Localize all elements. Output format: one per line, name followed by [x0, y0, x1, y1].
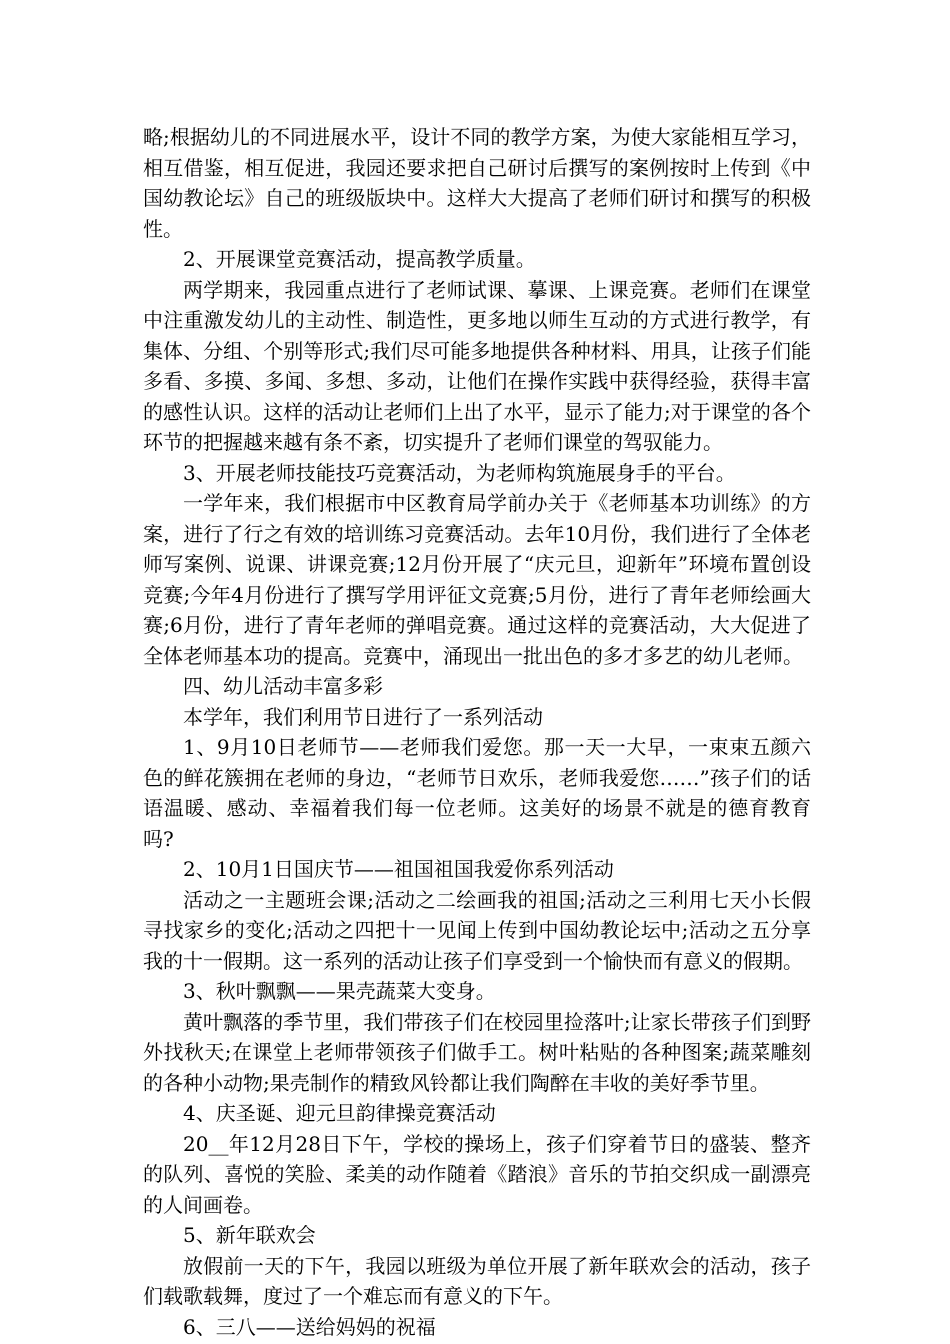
heading-new-year-party: 5、新年联欢会: [183, 1223, 316, 1247]
paragraph-autumn-leaves: 黄叶飘落的季节里，我们带孩子们在校园里捡落叶;让家长带孩子们到野外找秋天;在课堂上老师带领孩子们做手工。树叶粘贴的各种图案;蔬菜雕刻的各种小动物;果壳制作的精致风铃都让我们陶醉在丰收的美好季节里。: [143, 1009, 811, 1095]
paragraph-activities-intro: 本学年，我们利用节日进行了一系列活动: [183, 704, 543, 729]
heading-autumn-leaves: 3、秋叶飘飘——果壳蔬菜大变身。: [183, 979, 496, 1003]
paragraph-new-year-party: 放假前一天的下午，我园以班级为单位开展了新年联欢会的活动，孩子们载歌载舞，度过了一个难忘而有意义的下午。: [143, 1253, 811, 1308]
item-teachers-day: 1、9月10日老师节——老师我们爱您。那一天一大早，一束束五颜六色的鲜花簇拥在老师的身边，“老师节日欢乐，老师我爱您……”孩子们的话语温暖、感动、幸福着我们每一位老师。这美好的场景不就是的德育教育吗?: [143, 735, 811, 851]
heading-womens-day: 6、三八——送给妈妈的祝福: [183, 1314, 436, 1339]
heading-skills-contest: 3、开展老师技能技巧竞赛活动，为老师构筑施展身手的平台。: [183, 460, 736, 485]
heading-rhythm-contest: 4、庆圣诞、迎元旦韵律操竞赛活动: [183, 1101, 496, 1125]
paragraph-classroom-contest: 两学期来，我园重点进行了老师试课、摹课、上课竞赛。老师们在课堂中注重激发幼儿的主动性、制造性，更多地以师生互动的方式进行教学，有集体、分组、个别等形式;我们尽可能多地提供各种材料、用具，让孩子们能多看、多摸、多闻、多想、多动，让他们在操作实践中获得经验，获得丰富的感性认识。这样的活动让老师们上出了水平，显示了能力;对于课堂的各个环节的把握越来越有条不紊，切实提升了老师们课堂的驾驭能力。: [143, 277, 811, 454]
section-heading-activities: 四、幼儿活动丰富多彩: [183, 674, 383, 698]
heading-national-day: 2、10月1日国庆节——祖国祖国我爱你系列活动: [183, 857, 614, 881]
paragraph-skills-contest: 一学年来，我们根据市中区教育局学前办关于《老师基本功训练》的方案，进行了行之有效的培训练习竞赛活动。去年10月份，我们进行了全体老师写案例、说课、讲课竞赛;12月份开展了“庆元旦，迎新年”环境布置创设竞赛;今年4月份进行了撰写学用评征文竞赛;5月份，进行了青年老师绘画大赛;6月份，进行了青年老师的弹唱竞赛。通过这样的竞赛活动，大大促进了全体老师基本功的提高。竞赛中，涌现出一批出色的多才多艺的幼儿老师。: [143, 491, 811, 668]
paragraph-rhythm-contest: 20__年12月28日下午，学校的操场上，孩子们穿着节日的盛装、整齐的队列、喜悦的笑脸、柔美的动作随着《踏浪》音乐的节拍交织成一副漂亮的人间画卷。: [143, 1131, 811, 1217]
paragraph-continuation: 略;根据幼儿的不同进展水平，设计不同的教学方案，为使大家能相互学习，相互借鉴，相互促进，我园还要求把自己研讨后撰写的案例按时上传到《中国幼教论坛》自己的班级版块中。这样大大提高了老师们研讨和撰写的积极性。: [143, 125, 811, 241]
document-body: [143, 122, 811, 1342]
heading-classroom-contest: 2、开展课堂竞赛活动，提高教学质量。: [183, 247, 536, 271]
paragraph-national-day: 活动之一主题班会课;活动之二绘画我的祖国;活动之三利用七天小长假寻找家乡的变化;活动之四把十一见闻上传到中国幼教论坛中;活动之五分享我的十一假期。这一系列的活动让孩子们享受到一个愉快而有意义的假期。: [143, 887, 811, 973]
